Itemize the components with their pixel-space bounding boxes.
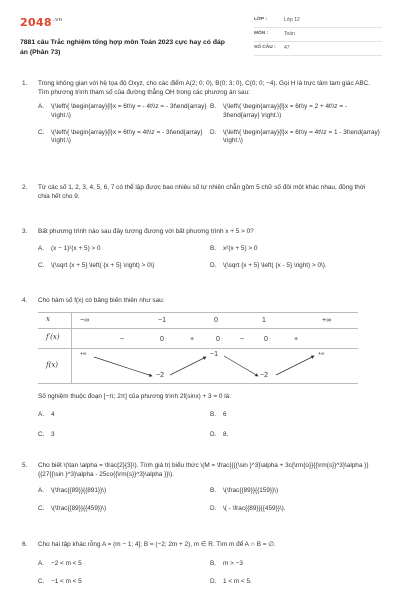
option-letter: B.	[210, 103, 217, 111]
question-text: Bất phương trình nào sau đây tương đương với bất phương trình x + 5 > 0?	[38, 228, 254, 235]
question-number: 3.	[22, 228, 28, 235]
option-text: \(\frac{{89}}{{891}}\)	[51, 487, 107, 495]
option-text: \(\frac{{89}}{{459}}\)	[51, 504, 107, 512]
option-text: 3	[51, 430, 55, 438]
option-c[interactable]	[38, 129, 210, 146]
option-c[interactable]	[38, 431, 210, 440]
option-d[interactable]	[210, 431, 380, 440]
meta-label: LỚP :	[254, 17, 268, 23]
option-letter: C.	[38, 578, 45, 586]
option-text: \(\left\{ \begin{array}{l}x = 6t\\y = 4t\\z = - 3t\end{array} \right.\)	[51, 128, 203, 145]
option-d[interactable]	[210, 262, 380, 271]
arrow-down	[224, 356, 258, 376]
option-text: 8.	[223, 430, 229, 438]
logo-suffix: .vn	[52, 17, 63, 24]
option-letter: A.	[38, 487, 45, 495]
question-1	[22, 80, 382, 146]
f-value: +∞	[318, 350, 325, 357]
meta-value: Toán	[284, 31, 295, 38]
option-letter: B.	[210, 244, 217, 252]
x-value: 0	[214, 316, 218, 324]
variation-row-x	[38, 313, 358, 329]
option-d[interactable]	[210, 129, 380, 146]
f-value: −1	[210, 350, 218, 358]
document-meta	[254, 14, 382, 56]
option-letter: C.	[38, 128, 45, 136]
meta-class	[254, 14, 382, 28]
option-a[interactable]	[38, 103, 210, 120]
option-letter: B.	[210, 487, 217, 495]
option-d[interactable]	[210, 578, 380, 587]
sign-value: 0	[264, 335, 268, 343]
meta-question-count	[254, 42, 382, 56]
question-text: Cho biết \(\tan \alpha = \frac{2}{3}\). Tính giá trị biểu thức \(M = \frac{{{{\sin }^3}\alpha + 3c{\rm{o}}{{\rm{s}}^3}\alpha }}{{27{{\sin }^3}\alpha - 25co{{\rm{s}}^3}\alpha }}\).	[38, 462, 369, 478]
row-values	[72, 329, 358, 348]
option-c[interactable]	[38, 262, 210, 271]
option-text: \(\left\{ \begin{array}{l}x = 6t\\y = 4t\\z = 1 - 3t\end{array} \right.\)	[223, 128, 380, 145]
sign-value: 0	[160, 335, 164, 343]
option-b[interactable]	[210, 487, 380, 496]
option-letter: A.	[38, 103, 45, 111]
sign-value: +	[190, 335, 195, 343]
option-b[interactable]	[210, 560, 380, 569]
option-text: x²(x + 5) > 0	[223, 244, 258, 252]
f-value: −2	[156, 371, 164, 379]
answer-options	[38, 560, 380, 587]
meta-subject	[254, 28, 382, 42]
option-text: 4	[51, 411, 55, 419]
row-label: f′(x)	[38, 329, 72, 348]
option-letter: D.	[210, 430, 217, 438]
question-number: 1.	[22, 80, 28, 87]
arrow-down	[94, 357, 152, 376]
option-c[interactable]	[38, 578, 210, 587]
meta-value: Lớp 12	[284, 17, 300, 24]
x-value: 1	[262, 316, 266, 324]
sign-value: +	[294, 335, 299, 343]
meta-value: 47	[284, 45, 290, 52]
option-letter: A.	[38, 559, 45, 567]
arrow-up	[276, 356, 314, 375]
option-letter: D.	[210, 578, 217, 586]
question-text: Trong không gian với hệ tọa độ Oxyz, cho các điểm A(2; 0; 0), B(0; 3; 0), C(0; 0; −4). Gọi H là trực tâm tam giác ABC. Tìm phương trình tham số của đường thẳng OH trong các phương án sau:	[38, 80, 370, 96]
row-values	[72, 349, 358, 383]
answer-options	[38, 487, 380, 513]
option-b[interactable]	[210, 103, 380, 120]
question-3	[22, 228, 382, 271]
option-text: 6	[223, 411, 227, 419]
question-text: Cho hàm số f(x) có bảng biến thiên như sau:	[38, 297, 165, 304]
option-text: m > −3	[223, 559, 243, 567]
option-a[interactable]	[38, 487, 210, 496]
question-followup: Số nghiệm thuộc đoạn [−π; 2π] của phương trình 2f(sinx) + 3 = 0 là:	[38, 392, 231, 400]
x-value: −∞	[80, 316, 90, 324]
question-number: 6.	[22, 541, 28, 548]
option-letter: A.	[38, 411, 45, 419]
option-text: \(\left\{ \begin{array}{l}x = 6t\\y = - 4t\\z = - 3t\end{array} \right.\)	[51, 103, 207, 119]
option-b[interactable]	[210, 245, 380, 254]
question-5	[22, 462, 382, 514]
variation-row-function	[38, 349, 358, 383]
option-letter: A.	[38, 244, 45, 252]
document-title: 7881 câu Trắc nghiệm tổng hợp môn Toán 2023 cực hay có đáp án (Phần 73)	[20, 39, 225, 56]
option-c[interactable]	[38, 505, 210, 514]
option-letter: C.	[38, 430, 45, 438]
sign-value: −	[120, 335, 125, 343]
sign-value: 0	[216, 335, 220, 343]
answer-options	[38, 245, 380, 271]
option-text: 1 < m < 5.	[223, 578, 252, 586]
option-text: \(\left\{ \begin{array}{l}x = 6t\\y = 2 + 4t\\z = - 3t\end{array} \right.\)	[223, 103, 347, 119]
row-values	[72, 313, 358, 328]
option-text: (x − 1)²(x + 5) > 0	[51, 244, 101, 252]
row-label: x	[38, 313, 72, 328]
option-text: −1 < m < 5	[51, 578, 82, 586]
option-letter: C.	[38, 262, 45, 270]
f-value: +∞	[80, 350, 87, 357]
page-header	[20, 14, 382, 66]
meta-label: MÔN :	[254, 31, 269, 37]
site-logo[interactable]	[20, 16, 62, 31]
logo-text: 2048	[20, 16, 52, 29]
question-number: 4.	[22, 297, 28, 304]
question-text: Từ các số 1, 2, 3, 4, 5, 6, 7 có thể lập được bao nhiêu số tự nhiên chẵn gồm 5 chữ số đôi một khác nhau, đồng thời chia hết cho 9.	[38, 184, 366, 200]
option-text: \( - \frac{{89}}{{459}}\).	[223, 504, 286, 512]
option-letter: C.	[38, 504, 45, 512]
meta-label: SỐ CÂU :	[254, 45, 276, 51]
option-text: −2 < m < 5	[51, 559, 82, 567]
option-letter: D.	[210, 128, 217, 136]
question-number: 2.	[22, 184, 28, 191]
option-letter: D.	[210, 504, 217, 512]
question-text: Cho hai tập khác rỗng A = (m − 1; 4]; B = (−2; 2m + 2), m ∈ R. Tìm m để A ∩ B = ∅.	[38, 541, 276, 548]
variation-table	[38, 312, 358, 384]
option-d[interactable]	[210, 505, 380, 514]
row-label: f(x)	[38, 349, 72, 383]
x-value: +∞	[322, 316, 332, 324]
option-text: \(\sqrt {x + 5} \left( {x + 5} \right) > 0\)	[51, 262, 155, 270]
question-number: 5.	[22, 462, 28, 469]
question-2	[22, 184, 382, 201]
arrow-up	[170, 357, 206, 375]
option-a[interactable]	[38, 411, 210, 420]
sign-value: −	[240, 335, 245, 343]
option-text: \(\frac{{89}}{{159}}\)	[223, 487, 279, 495]
answer-options	[38, 103, 380, 146]
option-a[interactable]	[38, 245, 210, 254]
variation-row-derivative	[38, 329, 358, 349]
option-text: \(\sqrt {x + 5} \left( {x - 5} \right) > 0\).	[223, 262, 327, 270]
question-4	[22, 297, 382, 440]
option-b[interactable]	[210, 411, 380, 420]
x-value: −1	[158, 316, 166, 324]
option-letter: B.	[210, 411, 217, 419]
f-value: −2	[260, 371, 268, 379]
question-6	[22, 541, 382, 587]
option-a[interactable]	[38, 560, 210, 569]
option-letter: B.	[210, 559, 217, 567]
option-letter: D.	[210, 262, 217, 270]
answer-options	[38, 411, 380, 439]
